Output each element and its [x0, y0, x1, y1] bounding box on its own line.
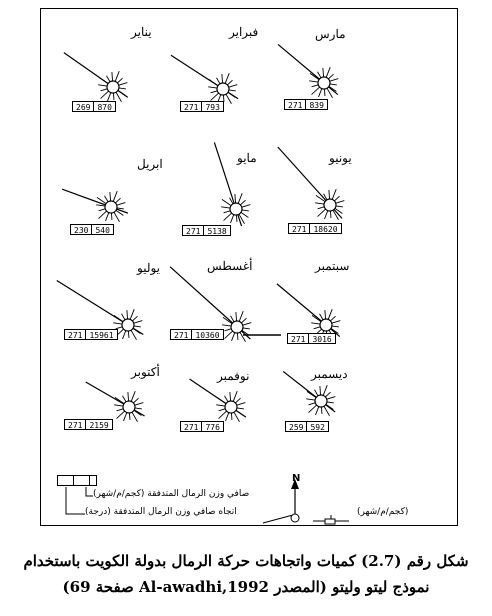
rose-spike [116, 92, 121, 102]
rose-spike [216, 405, 225, 406]
rose-center-circle [230, 203, 242, 215]
rose-spike [316, 407, 319, 415]
direction-value: 271 [65, 420, 86, 429]
value-box-oct [64, 419, 113, 430]
month-label-oct: أكتوبر [131, 365, 160, 379]
rose-center-circle [122, 319, 134, 331]
rose-spike [330, 211, 331, 218]
direction-value: 230 [71, 225, 92, 234]
rose-spike [326, 67, 330, 77]
rose-spike [332, 326, 339, 327]
value-box-sep [287, 333, 336, 344]
rose-center-circle [217, 83, 229, 95]
rose-spike [221, 207, 230, 208]
direction-value: 269 [73, 102, 94, 111]
rose-spike [235, 398, 240, 403]
direction-value: 271 [288, 334, 309, 343]
rose-spike [222, 199, 231, 205]
flux-value: 776 [205, 423, 220, 432]
rose-spike [312, 87, 320, 94]
rose-spike [118, 90, 125, 95]
rose-spike [330, 84, 337, 85]
rose-spike [236, 312, 237, 321]
rose-spike [226, 413, 229, 421]
rose-spike [112, 72, 113, 81]
rose-spike [323, 385, 327, 395]
flux-value: 793 [205, 103, 220, 112]
rose-spike [113, 323, 122, 324]
legend-leader-flux [86, 487, 93, 496]
flux-value: 5138 [207, 227, 227, 236]
rose-spike [117, 203, 126, 206]
rose-spike [226, 94, 231, 104]
rose-long-arm [277, 284, 326, 325]
rose-spike [320, 386, 321, 395]
rose-spike [108, 93, 111, 101]
month-label-jul: يوليو [137, 261, 161, 275]
rose-spike [237, 403, 246, 406]
rose-spike [222, 74, 223, 83]
rose-spike [334, 196, 339, 201]
rose-spike [133, 328, 140, 333]
month-label-apr: ابريل [137, 157, 163, 171]
rose-spike [133, 398, 138, 403]
rose-spike [241, 318, 246, 323]
rose-spike [113, 93, 114, 100]
rose-spike [217, 397, 226, 403]
direction-value: 271 [285, 100, 306, 109]
rose-center-circle [225, 401, 237, 413]
rose-center-circle [123, 401, 135, 413]
rose-spike [106, 213, 109, 221]
rose-spike [323, 68, 324, 77]
rose-spike [336, 201, 345, 204]
rose-spike [231, 215, 234, 223]
rose-spike [222, 325, 231, 326]
rose-spike [224, 211, 231, 213]
rose-spike [131, 391, 135, 401]
rose-spike [99, 77, 108, 83]
rose-spike [119, 83, 128, 86]
rose-spike [307, 391, 316, 397]
rose-spike [325, 392, 330, 397]
direction-value: 271 [171, 330, 192, 339]
rose-spike [234, 412, 239, 422]
rose-spike [237, 333, 238, 340]
rose-spike [236, 215, 237, 222]
rose-spike [318, 72, 321, 78]
rose-spike [114, 405, 123, 406]
rose-spike [113, 191, 117, 201]
rose-center-circle [320, 319, 332, 331]
rose-long-arm [86, 382, 129, 407]
rose-spike [231, 413, 232, 420]
rose-spike [320, 314, 323, 320]
rose-long-arm [278, 147, 330, 205]
rose-spike [219, 409, 226, 411]
rose-center-circle [231, 321, 243, 333]
rose-spike [123, 331, 126, 339]
rose-spike [209, 79, 218, 85]
month-label-jan: يناير [131, 25, 152, 39]
rose-spike [330, 79, 339, 82]
rose-spike [107, 76, 110, 82]
rose-spike [328, 74, 333, 79]
rose-spike [329, 190, 330, 199]
direction-value: 259 [286, 422, 307, 431]
rose-spike [325, 211, 328, 219]
diagram-frame [40, 8, 458, 526]
value-box-jul [64, 329, 118, 340]
rose-spike [128, 392, 129, 401]
rose-center-circle [107, 81, 119, 93]
caption-line-1: شكل رقم (2.7) كميات واتجاهات حركة الرمال بدولة الكويت باستخدام [23, 552, 469, 570]
rose-spike [130, 309, 134, 319]
north-label: N [292, 473, 301, 484]
rose-spike [129, 413, 130, 420]
rose-spike [321, 407, 322, 414]
value-box-jan [72, 101, 116, 112]
rose-spike [314, 327, 321, 329]
rose-spike [99, 211, 107, 218]
rose-spike [328, 309, 332, 319]
direction-value: 271 [183, 226, 204, 235]
rose-spike [233, 391, 237, 401]
rose-spike [232, 333, 235, 341]
value-box-mar [284, 99, 328, 110]
rose-spike [123, 396, 126, 402]
rose-long-arm [278, 44, 324, 83]
rose-spike [235, 194, 236, 203]
rose-spike [309, 81, 318, 82]
rose-spike [330, 316, 335, 321]
flux-value: 870 [97, 103, 112, 112]
rose-spike [211, 91, 218, 93]
flux-value: 18620 [313, 225, 338, 234]
rose-spike [324, 89, 325, 96]
rose-spike [243, 323, 252, 326]
rose-spike [225, 396, 228, 402]
sample-vector-line [263, 515, 293, 523]
sample-vector-origin [291, 514, 299, 522]
rose-center-circle [315, 395, 327, 407]
value-box-aug [170, 329, 224, 340]
direction-value: 271 [289, 224, 310, 233]
flux-value: 839 [309, 101, 324, 110]
rose-spike [115, 198, 120, 203]
rose-spike [117, 78, 122, 83]
legend-flux-label: صافي وزن الرمال المتدفقة (كجم/م/شهر) [93, 489, 250, 499]
direction-value: 271 [181, 422, 202, 431]
rose-spike [134, 326, 141, 327]
value-box-feb [180, 101, 224, 112]
rose-spike [225, 329, 232, 331]
rose-spike [241, 212, 248, 217]
rose-spike [132, 316, 137, 321]
value-box-may [182, 225, 231, 236]
rose-spike [227, 80, 232, 85]
rose-spike [119, 88, 126, 89]
rose-spike [327, 397, 336, 400]
rose-spike [312, 85, 319, 87]
rose-spike [114, 315, 123, 321]
rose-spike [325, 310, 326, 319]
value-box-apr [70, 224, 114, 235]
rose-spike [99, 209, 106, 211]
month-label-dec: ديسمبر [311, 367, 348, 381]
rose-spike [208, 87, 217, 88]
month-label-feb: فبراير [229, 25, 259, 39]
value-box-jun [288, 223, 342, 234]
rose-long-arm [57, 280, 128, 325]
flux-value: 540 [95, 226, 110, 235]
caption-line-2: نموذج ليتو وليتو (المصدر Al-awadhi,1992 صفحة 69) [62, 578, 430, 596]
rose-long-arm [170, 267, 237, 327]
rose-spike [115, 397, 124, 403]
rose-center-circle [105, 201, 117, 213]
rose-spike [230, 392, 231, 401]
rose-spike [114, 212, 119, 222]
rose-spike [309, 403, 316, 405]
rose-spike [306, 399, 315, 400]
month-label-nov: نوفمبر [217, 369, 250, 383]
rose-spike [101, 89, 108, 91]
rose-spike [134, 321, 143, 324]
rose-spike [229, 90, 236, 91]
rose-spike [318, 209, 326, 216]
rose-spike [243, 328, 250, 329]
rose-spike [327, 402, 334, 403]
direction-value: 271 [181, 102, 202, 111]
rose-spike [240, 200, 245, 205]
rose-spike [225, 331, 233, 338]
legend-leader-direction [66, 487, 85, 514]
flux-value: 15961 [89, 331, 114, 340]
rose-spike [219, 411, 227, 418]
rose-spike [332, 189, 336, 199]
legend-sample-box [57, 475, 97, 486]
month-label-jun: يونيو [329, 151, 352, 165]
flux-value: 3016 [312, 335, 332, 344]
rose-spike [132, 412, 137, 422]
rose-spike [224, 213, 232, 220]
rose-spike [242, 205, 251, 208]
value-box-nov [180, 421, 224, 432]
flux-value: 2159 [89, 421, 109, 430]
rose-spike [326, 404, 333, 409]
rose-spike [117, 409, 124, 411]
rose-spike [336, 206, 343, 207]
month-label-sep: سبتمبر [315, 259, 350, 273]
rose-spike [311, 323, 320, 324]
rose-spike [135, 408, 142, 409]
month-label-may: مايو [237, 151, 257, 165]
month-label-mar: مارس [315, 27, 346, 41]
rose-spike [111, 213, 112, 220]
rose-spike [127, 310, 128, 319]
rose-long-arm [214, 142, 236, 209]
rose-spike [319, 89, 322, 97]
rose-spike [225, 73, 229, 83]
rose-spike [105, 196, 108, 202]
rose-spike [229, 85, 238, 88]
rose-spike [315, 390, 318, 396]
scale-bar-box [325, 519, 335, 524]
rose-center-circle [318, 77, 330, 89]
rose-center-circle [324, 199, 336, 211]
rose-spike [211, 93, 219, 100]
rose-spike [237, 408, 244, 409]
rose-spike [110, 192, 111, 201]
month-label-aug: أغسطس [207, 259, 253, 273]
rose-spike [98, 85, 107, 86]
flux-value: 10360 [195, 331, 220, 340]
rose-spike [239, 311, 243, 321]
direction-value: 271 [65, 330, 86, 339]
flux-value: 592 [310, 423, 325, 432]
rose-spike [217, 78, 220, 84]
legend-unit-label: (كجم/م/شهر) [357, 507, 409, 517]
rose-spike [242, 210, 249, 211]
value-box-dec [285, 421, 329, 432]
rose-spike [238, 193, 242, 203]
rose-spike [117, 411, 125, 418]
rose-spike [332, 321, 341, 324]
rose-spike [315, 203, 324, 204]
rose-spike [128, 331, 129, 338]
rose-long-arm [62, 189, 111, 207]
rose-spike [131, 330, 136, 340]
rose-spike [122, 314, 125, 320]
rose-spike [124, 413, 127, 421]
rose-spike [101, 91, 109, 98]
rose-spike [117, 208, 124, 209]
legend-direction-label: اتجاه صافي وزن الرمال المتدفقة (درجة) [85, 507, 237, 517]
rose-spike [115, 71, 119, 81]
rose-spike [236, 410, 243, 415]
rose-spike [228, 92, 235, 97]
rose-spike [318, 207, 325, 209]
rose-spike [309, 405, 317, 412]
rose-spike [135, 403, 144, 406]
